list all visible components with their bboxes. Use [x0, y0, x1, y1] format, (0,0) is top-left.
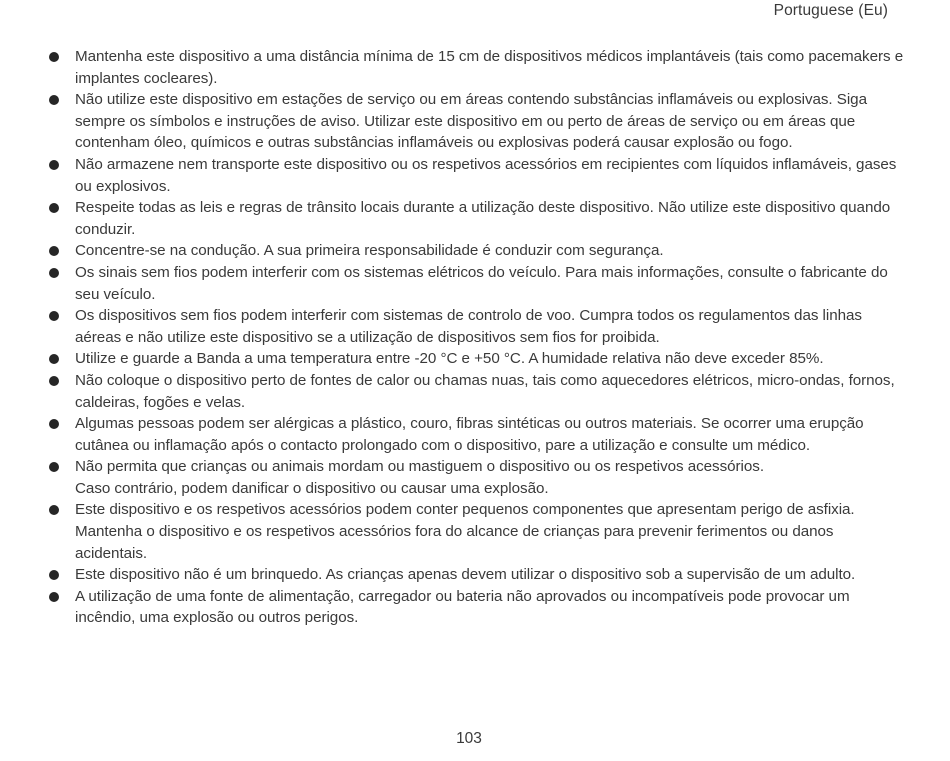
page-number: 103: [456, 730, 482, 747]
bullet-item: [46, 586, 906, 629]
bullet-text: Não coloque o dispositivo perto de fontes de calor ou chamas nuas, tais como aquecedores elétricos, micro-ondas, fornos, caldeiras, fogões e velas.: [75, 371, 895, 411]
bullet-text: A utilização de uma fonte de alimentação, carregador ou bateria não aprovados ou incompatíveis pode provocar um incêndio, uma explosão ou outros perigos.: [75, 587, 850, 627]
bullet-dot-icon: [49, 203, 59, 213]
bullet-item: [46, 348, 906, 370]
bullet-dot-icon: [49, 268, 59, 278]
bullet-item: [46, 197, 906, 240]
bullet-dot-icon: [49, 311, 59, 321]
bullet-dot-icon: [49, 570, 59, 580]
bullet-dot-icon: [49, 354, 59, 364]
bullet-item: [46, 262, 906, 305]
bullet-text: Não utilize este dispositivo em estações de serviço ou em áreas contendo substâncias inflamáveis ou explosivas. Siga sempre os símbolos e instruções de aviso. Utilizar este dispositivo em ou perto de áreas de serviço ou em áreas que contenham óleo, químicos e outras substâncias inflamáveis ou explosivas poderá causar explosão ou fogo.: [75, 91, 867, 152]
bullet-text: Mantenha este dispositivo a uma distância mínima de 15 cm de dispositivos médicos implantáveis (tais como pacemakers e implantes cocleares).: [75, 48, 904, 87]
bullet-item: [46, 305, 906, 348]
bullet-text: Os dispositivos sem fios podem interferir com sistemas de controlo de voo. Cumpra todos os regulamentos das linhas aéreas e não utilize este dispositivo se a utilização de dispositivos sem fios for proibida.: [75, 307, 862, 346]
bullet-text: Este dispositivo não é um brinquedo. As crianças apenas devem utilizar o dispositivo sob a supervisão de um adulto.: [75, 566, 856, 584]
bullet-item: [46, 370, 906, 413]
safety-bullet-list: [46, 46, 906, 629]
bullet-text: Concentre-se na condução. A sua primeira responsabilidade é conduzir com segurança.: [75, 242, 664, 260]
bullet-dot-icon: [49, 160, 59, 170]
bullet-dot-icon: [49, 376, 59, 386]
language-label: Portuguese (Eu): [773, 2, 888, 19]
bullet-item: [46, 240, 906, 262]
bullet-item: [46, 456, 906, 499]
bullet-text: Os sinais sem fios podem interferir com os sistemas elétricos do veículo. Para mais informações, consulte o fabricante do seu veículo.: [75, 263, 888, 303]
bullet-text: Não armazene nem transporte este dispositivo ou os respetivos acessórios em recipientes com líquidos inflamáveis, gases ou explosivos.: [75, 155, 897, 195]
bullet-text: Não permita que crianças ou animais mordam ou mastiguem o dispositivo ou os respetivos acessórios. Caso contrário, podem danificar o dispositivo ou causar uma explosão.: [75, 458, 764, 497]
bullet-dot-icon: [49, 462, 59, 472]
bullet-dot-icon: [49, 246, 59, 256]
bullet-dot-icon: [49, 592, 59, 602]
bullet-dot-icon: [49, 505, 59, 515]
bullet-text: Este dispositivo e os respetivos acessórios podem conter pequenos componentes que apresentam perigo de asfixia. Mantenha o dispositivo e os respetivos acessórios fora do alcance de crianças para prevenir ferimentos ou danos acidentais.: [75, 501, 855, 562]
bullet-item: [46, 46, 906, 89]
bullet-item: [46, 499, 906, 564]
bullet-dot-icon: [49, 52, 59, 62]
bullet-text: Utilize e guarde a Banda a uma temperatura entre -20 °C e +50 °C. A humidade relativa não deve exceder 85%.: [75, 350, 824, 368]
bullet-dot-icon: [49, 419, 59, 429]
bullet-text: Respeite todas as leis e regras de trânsito locais durante a utilização deste dispositivo. Não utilize este dispositivo quando conduzir.: [75, 199, 891, 238]
bullet-item: [46, 154, 906, 197]
bullet-item: [46, 413, 906, 456]
bullet-item: [46, 564, 906, 586]
bullet-text: Algumas pessoas podem ser alérgicas a plástico, couro, fibras sintéticas ou outros materiais. Se ocorrer uma erupção cutânea ou inflamação após o contacto prolongado com o dispositivo, pare a utilização e consulte um médico.: [75, 415, 864, 454]
bullet-dot-icon: [49, 95, 59, 105]
bullet-item: [46, 89, 906, 154]
